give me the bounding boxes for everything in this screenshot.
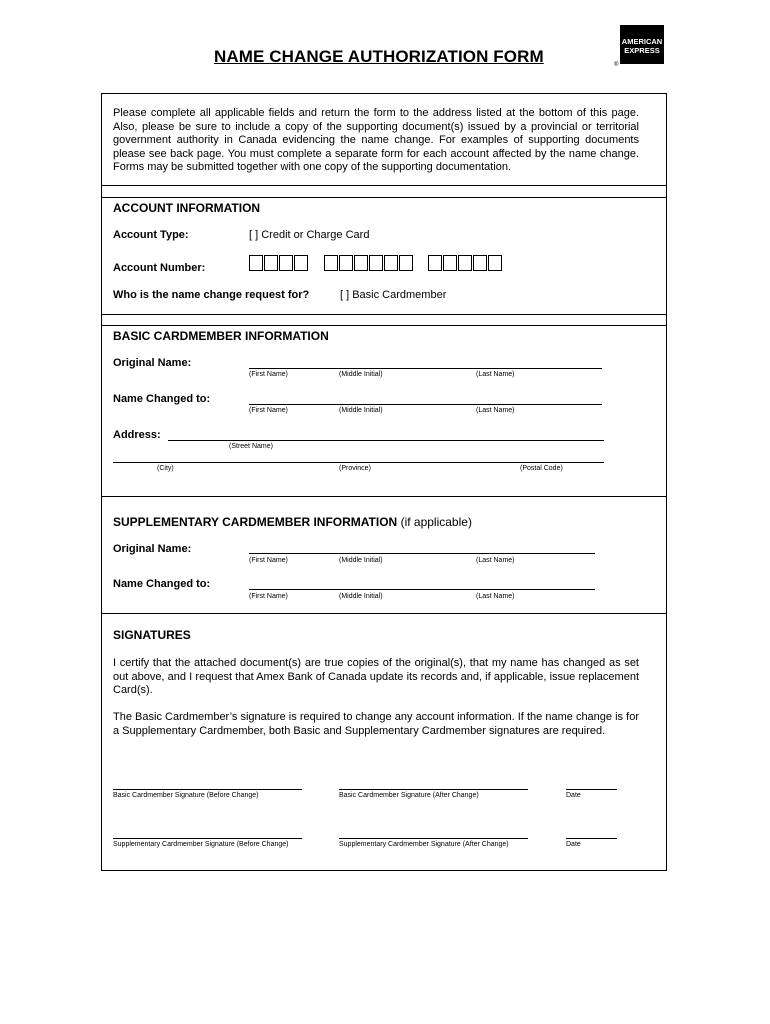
account-number-digit[interactable] xyxy=(488,255,502,271)
logo-line2: EXPRESS xyxy=(624,46,660,55)
middle-initial-caption: (Middle Initial) xyxy=(339,407,383,414)
basic-heading: BASIC CARDMEMBER INFORMATION xyxy=(113,329,329,343)
account-number-digit[interactable] xyxy=(324,255,338,271)
supp-signature-before-field[interactable] xyxy=(113,838,302,839)
date-field[interactable] xyxy=(566,789,617,790)
intro-text: Please complete all applicable fields and return the form to the address listed at the bottom of this page. Also, please be sure to include a copy of the supporting document(s) issued by a provincial or territorial government authority in Canada evidencing the name change. For examples of supporting documents please see back page. You must complete a separate form for each account affected by the name change. Forms may be submitted together with one copy of the supporting documentation. xyxy=(113,107,639,173)
account-number-label: Account Number: xyxy=(113,262,206,274)
account-number-digit[interactable] xyxy=(354,255,368,271)
date-field[interactable] xyxy=(566,838,617,839)
middle-initial-caption: (Middle Initial) xyxy=(339,593,383,600)
signature-requirement-text: The Basic Cardmember’s signature is required to change any account information. If the name change is for a Supplementary Cardmember, both Basic and Supplementary Cardmember signatures are required. xyxy=(113,711,639,737)
account-type-label: Account Type: xyxy=(113,229,189,241)
account-number-digit[interactable] xyxy=(384,255,398,271)
last-name-caption: (Last Name) xyxy=(476,593,515,600)
street-field[interactable] xyxy=(168,440,604,441)
account-number-digit[interactable] xyxy=(428,255,442,271)
divider xyxy=(101,314,667,315)
middle-initial-caption: (Middle Initial) xyxy=(339,557,383,564)
postal-code-caption: (Postal Code) xyxy=(520,465,563,472)
supp-signature-before-caption: Supplementary Cardmember Signature (Before Change) xyxy=(113,841,289,848)
account-heading: ACCOUNT INFORMATION xyxy=(113,201,261,215)
request-for-label: Who is the name change request for? xyxy=(113,289,310,301)
form-title: NAME CHANGE AUTHORIZATION FORM xyxy=(214,47,544,66)
account-number-digit[interactable] xyxy=(339,255,353,271)
basic-original-name-label: Original Name: xyxy=(113,357,192,369)
street-name-caption: (Street Name) xyxy=(229,443,273,450)
first-name-caption: (First Name) xyxy=(249,557,288,564)
supplementary-heading-text: SUPPLEMENTARY CARDMEMBER INFORMATION xyxy=(113,515,398,529)
supp-original-name-field[interactable] xyxy=(249,553,595,554)
basic-signature-after-field[interactable] xyxy=(339,789,528,790)
supp-changed-name-label: Name Changed to: xyxy=(113,578,211,590)
account-number-digit[interactable] xyxy=(294,255,308,271)
account-number-digit[interactable] xyxy=(473,255,487,271)
registered-mark: ® xyxy=(614,62,619,68)
date-caption: Date xyxy=(566,792,581,799)
divider xyxy=(101,496,667,497)
supp-signature-after-caption: Supplementary Cardmember Signature (After Change) xyxy=(339,841,509,848)
address-label: Address: xyxy=(113,429,161,441)
logo-line1: AMERICAN xyxy=(621,37,663,46)
amex-logo xyxy=(620,25,664,64)
certification-text: I certify that the attached document(s) are true copies of the original(s), that my name has changed as set out above, and I request that Amex Bank of Canada update its records and, if applicable, issue replacement Card(s). xyxy=(113,657,639,696)
province-caption: (Province) xyxy=(339,465,371,472)
supplementary-heading-note: (if applicable) xyxy=(400,515,472,529)
account-number-digit[interactable] xyxy=(399,255,413,271)
city-caption: (City) xyxy=(157,465,174,472)
basic-changed-name-field[interactable] xyxy=(249,404,602,405)
last-name-caption: (Last Name) xyxy=(476,371,515,378)
supp-changed-name-field[interactable] xyxy=(249,589,595,590)
first-name-caption: (First Name) xyxy=(249,593,288,600)
middle-initial-caption: (Middle Initial) xyxy=(339,371,383,378)
divider xyxy=(101,613,667,614)
last-name-caption: (Last Name) xyxy=(476,557,515,564)
account-number-digit[interactable] xyxy=(458,255,472,271)
date-caption: Date xyxy=(566,841,581,848)
account-number-digit[interactable] xyxy=(369,255,383,271)
supplementary-heading xyxy=(113,515,472,529)
account-number-digit[interactable] xyxy=(443,255,457,271)
basic-changed-name-label: Name Changed to: xyxy=(113,393,211,405)
first-name-caption: (First Name) xyxy=(249,371,288,378)
credit-charge-card-checkbox[interactable]: [ ] Credit or Charge Card xyxy=(249,229,370,241)
divider xyxy=(101,197,667,198)
supp-original-name-label: Original Name: xyxy=(113,543,192,555)
first-name-caption: (First Name) xyxy=(249,407,288,414)
last-name-caption: (Last Name) xyxy=(476,407,515,414)
divider xyxy=(101,185,667,186)
basic-cardmember-checkbox[interactable]: [ ] Basic Cardmember xyxy=(340,289,447,301)
basic-signature-before-field[interactable] xyxy=(113,789,302,790)
signatures-heading: SIGNATURES xyxy=(113,628,191,642)
account-number-digit[interactable] xyxy=(249,255,263,271)
basic-signature-after-caption: Basic Cardmember Signature (After Change) xyxy=(339,792,479,799)
divider xyxy=(101,325,667,326)
city-province-postal-field[interactable] xyxy=(113,462,604,463)
account-number-digit[interactable] xyxy=(279,255,293,271)
basic-signature-before-caption: Basic Cardmember Signature (Before Change) xyxy=(113,792,259,799)
supp-signature-after-field[interactable] xyxy=(339,838,528,839)
basic-original-name-field[interactable] xyxy=(249,368,602,369)
account-number-digit[interactable] xyxy=(264,255,278,271)
